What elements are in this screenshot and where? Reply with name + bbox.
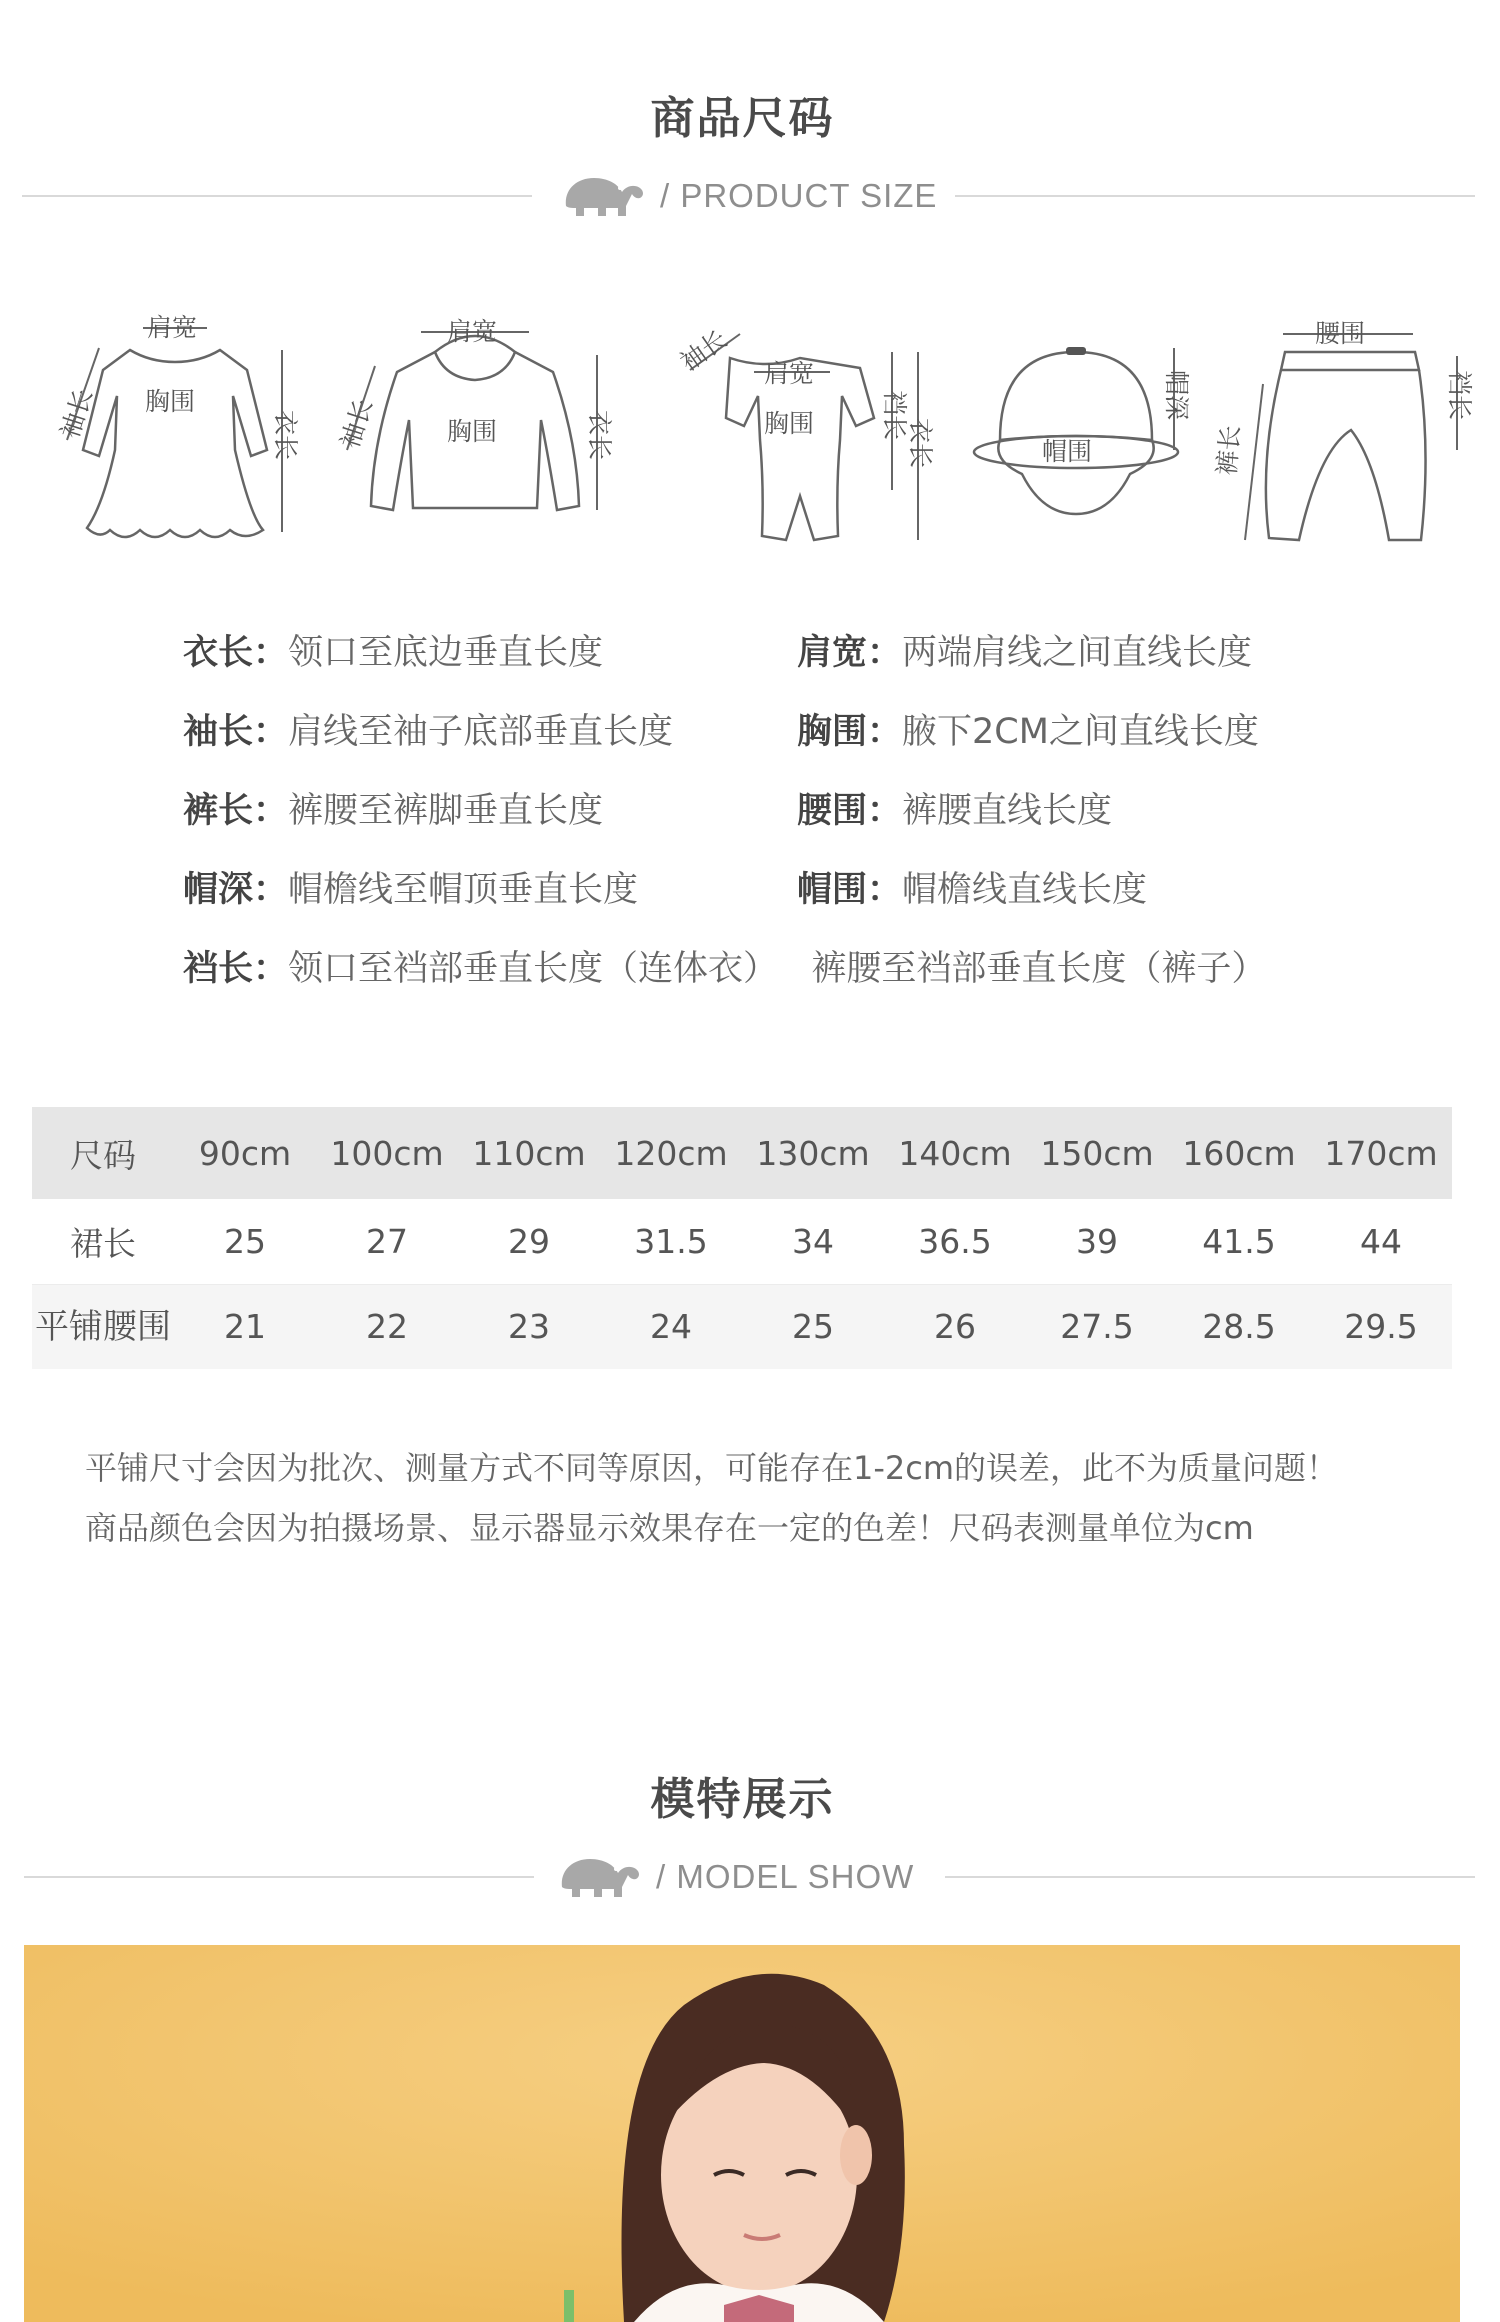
table-cell: 25 bbox=[224, 1221, 266, 1261]
table-header-cell: 尺码 bbox=[70, 1135, 136, 1175]
table-header-cell: 140cm bbox=[898, 1133, 1012, 1173]
table-header-cell: 130cm bbox=[756, 1133, 870, 1173]
definition-term: 帽围： bbox=[797, 870, 903, 910]
definition-term: 裆长： bbox=[183, 949, 289, 989]
table-header-cell: 90cm bbox=[198, 1133, 292, 1173]
romper-chest-label: 胸围 bbox=[764, 409, 815, 438]
table-cell: 27 bbox=[366, 1221, 408, 1261]
definition-row bbox=[183, 625, 603, 675]
romper-crotch-label: 裆长 bbox=[880, 390, 909, 441]
table-cell: 44 bbox=[1360, 1221, 1402, 1261]
table-header-cell: 120cm bbox=[614, 1133, 728, 1173]
definition-term: 袖长： bbox=[183, 712, 289, 752]
table-cell: 41.5 bbox=[1202, 1221, 1276, 1261]
dress-sleeve-label: 袖长 bbox=[55, 385, 99, 442]
definition-row bbox=[183, 704, 673, 754]
table-header-cell: 150cm bbox=[1040, 1133, 1154, 1173]
size-section-subtitle bbox=[560, 172, 937, 220]
model-girl-illustration bbox=[24, 1945, 1460, 2322]
definition-row bbox=[797, 783, 1112, 833]
model-section-subtitle bbox=[556, 1853, 914, 1901]
table-cell: 29 bbox=[508, 1221, 550, 1261]
romper-diagram bbox=[660, 300, 940, 560]
definition-desc: 两端肩线之间直线长度 bbox=[902, 633, 1253, 673]
definition-term: 肩宽： bbox=[797, 633, 903, 673]
definition-desc: 帽檐线直线长度 bbox=[902, 870, 1148, 910]
table-cell: 27.5 bbox=[1060, 1307, 1134, 1347]
romper-shoulder-label: 肩宽 bbox=[764, 359, 815, 388]
table-row-label: 平铺腰围 bbox=[35, 1306, 171, 1347]
dress-shoulder-label: 肩宽 bbox=[147, 313, 198, 342]
table-header-cell: 170cm bbox=[1324, 1133, 1438, 1173]
table-header-cell: 110cm bbox=[472, 1133, 586, 1173]
table-cell: 39 bbox=[1076, 1221, 1118, 1261]
hoodie-length-label: 衣长 bbox=[585, 410, 614, 461]
definition-desc: 裤腰直线长度 bbox=[902, 791, 1113, 831]
definition-term: 衣长： bbox=[183, 633, 289, 673]
definition-row bbox=[183, 862, 638, 912]
divider-left bbox=[24, 1876, 534, 1878]
cap-circumference-label: 帽围 bbox=[1042, 437, 1093, 466]
size-subtitle-text: / PRODUCT SIZE bbox=[660, 177, 938, 214]
definition-desc: 帽檐线至帽顶垂直长度 bbox=[288, 870, 639, 910]
model-photo bbox=[24, 1945, 1460, 2322]
elephant-icon bbox=[560, 172, 646, 220]
table-header-cell: 100cm bbox=[330, 1133, 444, 1173]
table-cell: 31.5 bbox=[634, 1221, 708, 1261]
dress-chest-label: 胸围 bbox=[145, 387, 196, 416]
romper-length-label: 衣长 bbox=[906, 418, 935, 469]
table-header-cell: 160cm bbox=[1182, 1133, 1296, 1173]
romper-sleeve-label: 袖长 bbox=[674, 324, 733, 377]
table-cell: 29.5 bbox=[1344, 1307, 1418, 1347]
pants-crotch-label: 裆长 bbox=[1445, 370, 1474, 421]
size-section-title: 商品尺码 bbox=[650, 93, 835, 144]
pants-length-label: 裤长 bbox=[1212, 424, 1246, 477]
note-text: 商品颜色会因为拍摄场景、显示器显示效果存在一定的色差！尺码表测量单位为cm bbox=[85, 1509, 1254, 1547]
table-cell: 23 bbox=[508, 1307, 550, 1347]
table-cell: 24 bbox=[650, 1307, 692, 1347]
hoodie-diagram bbox=[335, 300, 615, 560]
definition-term: 帽深： bbox=[183, 870, 289, 910]
table-row-label: 裙长 bbox=[70, 1223, 136, 1263]
hoodie-shoulder-label: 肩宽 bbox=[447, 317, 498, 346]
model-subtitle-text: / MODEL SHOW bbox=[656, 1858, 915, 1895]
note-text: 平铺尺寸会因为批次、测量方式不同等原因，可能存在1-2cm的误差，此不为质量问题！ bbox=[85, 1449, 1339, 1487]
table-cell: 34 bbox=[792, 1221, 834, 1261]
divider-left bbox=[22, 195, 532, 197]
table-cell: 22 bbox=[366, 1307, 408, 1347]
dress-diagram bbox=[55, 300, 300, 560]
elephant-icon bbox=[556, 1853, 642, 1901]
table-header-row bbox=[32, 1107, 1452, 1199]
table-cell: 25 bbox=[792, 1307, 834, 1347]
cap-depth-label: 帽深 bbox=[1162, 370, 1191, 421]
table-cell: 28.5 bbox=[1202, 1307, 1276, 1347]
hoodie-sleeve-label: 袖长 bbox=[335, 395, 379, 452]
definition-term: 腰围： bbox=[797, 791, 903, 831]
definition-row bbox=[797, 625, 1252, 675]
table-cell: 21 bbox=[224, 1307, 266, 1347]
definition-desc: 领口至裆部垂直长度（连体衣） 裤腰至裆部垂直长度（裤子） bbox=[288, 949, 1267, 989]
definition-term: 裤长： bbox=[183, 791, 289, 831]
table-row bbox=[32, 1199, 1452, 1284]
definition-desc: 腋下2CM之间直线长度 bbox=[902, 712, 1259, 752]
size-table bbox=[32, 1107, 1452, 1369]
table-cell: 36.5 bbox=[918, 1221, 992, 1261]
definition-desc: 肩线至袖子底部垂直长度 bbox=[288, 712, 674, 752]
cap-diagram bbox=[960, 300, 1200, 560]
definition-term: 胸围： bbox=[797, 712, 903, 752]
definition-desc: 领口至底边垂直长度 bbox=[288, 633, 604, 673]
divider-right bbox=[955, 195, 1475, 197]
definition-row bbox=[797, 704, 1259, 754]
definition-desc: 裤腰至裤脚垂直长度 bbox=[288, 791, 604, 831]
hoodie-chest-label: 胸围 bbox=[447, 417, 498, 446]
dress-length-label: 衣长 bbox=[271, 410, 300, 461]
divider-right bbox=[945, 1876, 1475, 1878]
table-cell: 26 bbox=[934, 1307, 976, 1347]
definition-row bbox=[183, 941, 1266, 991]
table-row bbox=[32, 1284, 1452, 1369]
definition-row bbox=[797, 862, 1147, 912]
definition-row bbox=[183, 783, 603, 833]
pants-waist-label: 腰围 bbox=[1315, 319, 1366, 348]
pants-diagram bbox=[1212, 300, 1475, 560]
model-section-title: 模特展示 bbox=[650, 1774, 835, 1825]
